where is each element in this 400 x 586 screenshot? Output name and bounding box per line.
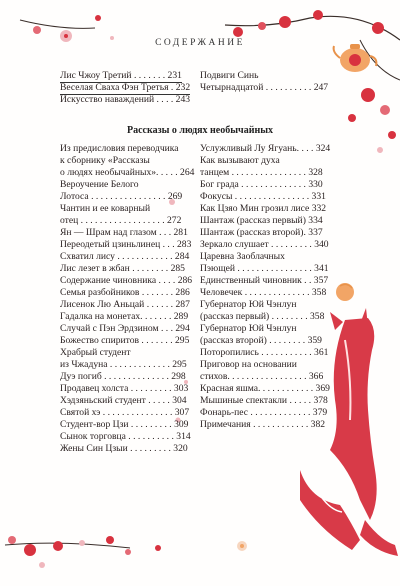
toc-entry: Бог града . . . . . . . . . . . . . . 330 bbox=[200, 179, 323, 190]
toc-entry: Лисенок Лю Аньцай . . . . . . 287 bbox=[60, 299, 190, 310]
blossom-flower bbox=[8, 536, 16, 544]
teapot-icon bbox=[334, 44, 377, 72]
page-header: СОДЕРЖАНИЕ bbox=[155, 38, 245, 48]
blossom-flower bbox=[155, 545, 161, 551]
blossom-flower bbox=[106, 536, 114, 544]
toc-entry: Как вызывают духа bbox=[200, 155, 280, 166]
toc-entry: танцем . . . . . . . . . . . . . . . . 328 bbox=[200, 167, 323, 178]
toc-entry: Пэющей . . . . . . . . . . . . . . . . 341 bbox=[200, 263, 329, 274]
toc-entry: из Чжадуна . . . . . . . . . . . . . 295 bbox=[60, 359, 187, 370]
toc-entry: Фокусы . . . . . . . . . . . . . . . . 331 bbox=[200, 191, 326, 202]
toc-entry: Приговор на основании bbox=[200, 359, 297, 370]
toc-entry: Хэдзяньский студент . . . . . 304 bbox=[60, 395, 187, 406]
blossom-flower bbox=[79, 540, 85, 546]
toc-entry: Лис Чжоу Третий . . . . . . . 231 bbox=[60, 70, 182, 83]
toc-entry: Единственный чиновник . . 357 bbox=[200, 275, 329, 286]
toc-entry: Услужливый Лу Ягуань. . . . 324 bbox=[200, 143, 331, 154]
blossom-flower bbox=[348, 114, 356, 122]
toc-entry: Примечания . . . . . . . . . . . . 382 bbox=[200, 419, 326, 430]
toc-entry: Веселая Сваха Фэн Третья . 232 bbox=[60, 82, 190, 95]
toc-entry: Жены Син Цзыи . . . . . . . . . 320 bbox=[60, 443, 188, 454]
blossom-flower bbox=[24, 544, 36, 556]
toc-entry: Содержание чиновника . . . . 286 bbox=[60, 275, 193, 286]
toc-entry: отец . . . . . . . . . . . . . . . . . . 272 bbox=[60, 215, 182, 226]
blossom-flower bbox=[95, 15, 101, 21]
toc-entry: Зеркало слушает . . . . . . . . . 340 bbox=[200, 239, 329, 250]
toc-entry: Сынок торговца . . . . . . . . . . 314 bbox=[60, 431, 191, 442]
blossom-flower bbox=[53, 541, 63, 551]
section-title: Рассказы о людях необычайных bbox=[126, 125, 274, 136]
toc-entry: Чантин и ее коварный bbox=[60, 203, 151, 214]
toc-entry: Поторопились . . . . . . . . . . . 361 bbox=[200, 347, 329, 358]
toc-entry: стихов. . . . . . . . . . . . . . . . . 366 bbox=[200, 371, 324, 382]
blossom-flower bbox=[361, 88, 375, 102]
toc-entry: Искусство наваждений . . . . 243 bbox=[60, 94, 191, 105]
blossom-flower bbox=[33, 26, 41, 34]
toc-entry: Красная яшма. . . . . . . . . . . . 369 bbox=[200, 383, 330, 394]
toc-entry: Божество спиритов . . . . . . . 295 bbox=[60, 335, 190, 346]
toc-entry: Студент-вор Цзи . . . . . . . . . 309 bbox=[60, 419, 189, 430]
toc-entry: Как Цзяо Мин грозил лисе 332 bbox=[200, 203, 327, 214]
blossom-flower bbox=[125, 549, 131, 555]
toc-entry: Человечек . . . . . . . . . . . . . . 358 bbox=[200, 287, 327, 298]
toc-entry: Губернатор Юй Чэнлун bbox=[200, 299, 297, 310]
blossom-flower bbox=[279, 16, 291, 28]
toc-entry: Храбрый студент bbox=[60, 347, 131, 358]
blossom-flower bbox=[233, 27, 243, 37]
blossom-flower bbox=[258, 22, 266, 30]
toc-entry: Лотоса . . . . . . . . . . . . . . . . 269 bbox=[60, 191, 183, 202]
toc-entry: Подвиги Синь bbox=[200, 70, 259, 81]
toc-entry: Шантаж (рассказ первый) 334 bbox=[200, 215, 323, 226]
toc-entry: Из предисловия переводчика bbox=[60, 143, 179, 154]
blossom-flower bbox=[39, 562, 45, 568]
toc-entry: Ян — Шрам над глазом . . . 281 bbox=[60, 227, 188, 238]
blossom-flower bbox=[380, 105, 390, 115]
toc-entry: Царевна Заоблачных bbox=[200, 251, 285, 262]
toc-entry: к сборнику «Рассказы bbox=[60, 155, 150, 166]
toc-entry: (рассказ второй) . . . . . . . . 359 bbox=[200, 335, 322, 346]
toc-entry: Гадалка на монетах. . . . . . . 289 bbox=[60, 311, 189, 322]
toc-entry: Схватил лису . . . . . . . . . . . . 284 bbox=[60, 251, 190, 262]
toc-entry: Дуэ погиб . . . . . . . . . . . . . . 298 bbox=[60, 371, 186, 382]
blossom-flower bbox=[377, 147, 383, 153]
toc-entry: Вероучение Белого bbox=[60, 179, 139, 190]
toc-entry: Лис лезет в жбан . . . . . . . . 285 bbox=[60, 263, 185, 274]
toc-entry: Четырнадцатой . . . . . . . . . . 247 bbox=[200, 82, 329, 93]
toc-entry: Мышиные спектакли . . . . . 378 bbox=[200, 395, 328, 406]
toc-entry: Случай с Пэн Эрдзином . . . 294 bbox=[60, 323, 190, 334]
bottom-center-blossom bbox=[237, 541, 247, 551]
toc-entry: Семья разбойников . . . . . . . 286 bbox=[60, 287, 190, 298]
toc-entry: Святой хэ . . . . . . . . . . . . . . . 307 bbox=[60, 407, 190, 418]
toc-entry: Фонарь-пес . . . . . . . . . . . . . 379 bbox=[200, 407, 328, 418]
blossom-flower bbox=[313, 10, 323, 20]
peach-icon bbox=[336, 283, 354, 301]
blossom-flower bbox=[372, 22, 384, 34]
toc-entry: Шантаж (рассказ второй). 337 bbox=[200, 227, 323, 238]
toc-entry: Продавец холста . . . . . . . . . 303 bbox=[60, 383, 189, 394]
toc-entry: (рассказ первый) . . . . . . . . 358 bbox=[200, 311, 325, 322]
toc-entry: Переодетый цзиньлинец . . . 283 bbox=[60, 239, 192, 250]
toc-entry: Губернатор Юй Чэнлун bbox=[200, 323, 297, 334]
toc-entry: о людях необычайных». . . . . 264 bbox=[60, 167, 195, 178]
bottom-left-blossom-branch bbox=[5, 536, 161, 568]
